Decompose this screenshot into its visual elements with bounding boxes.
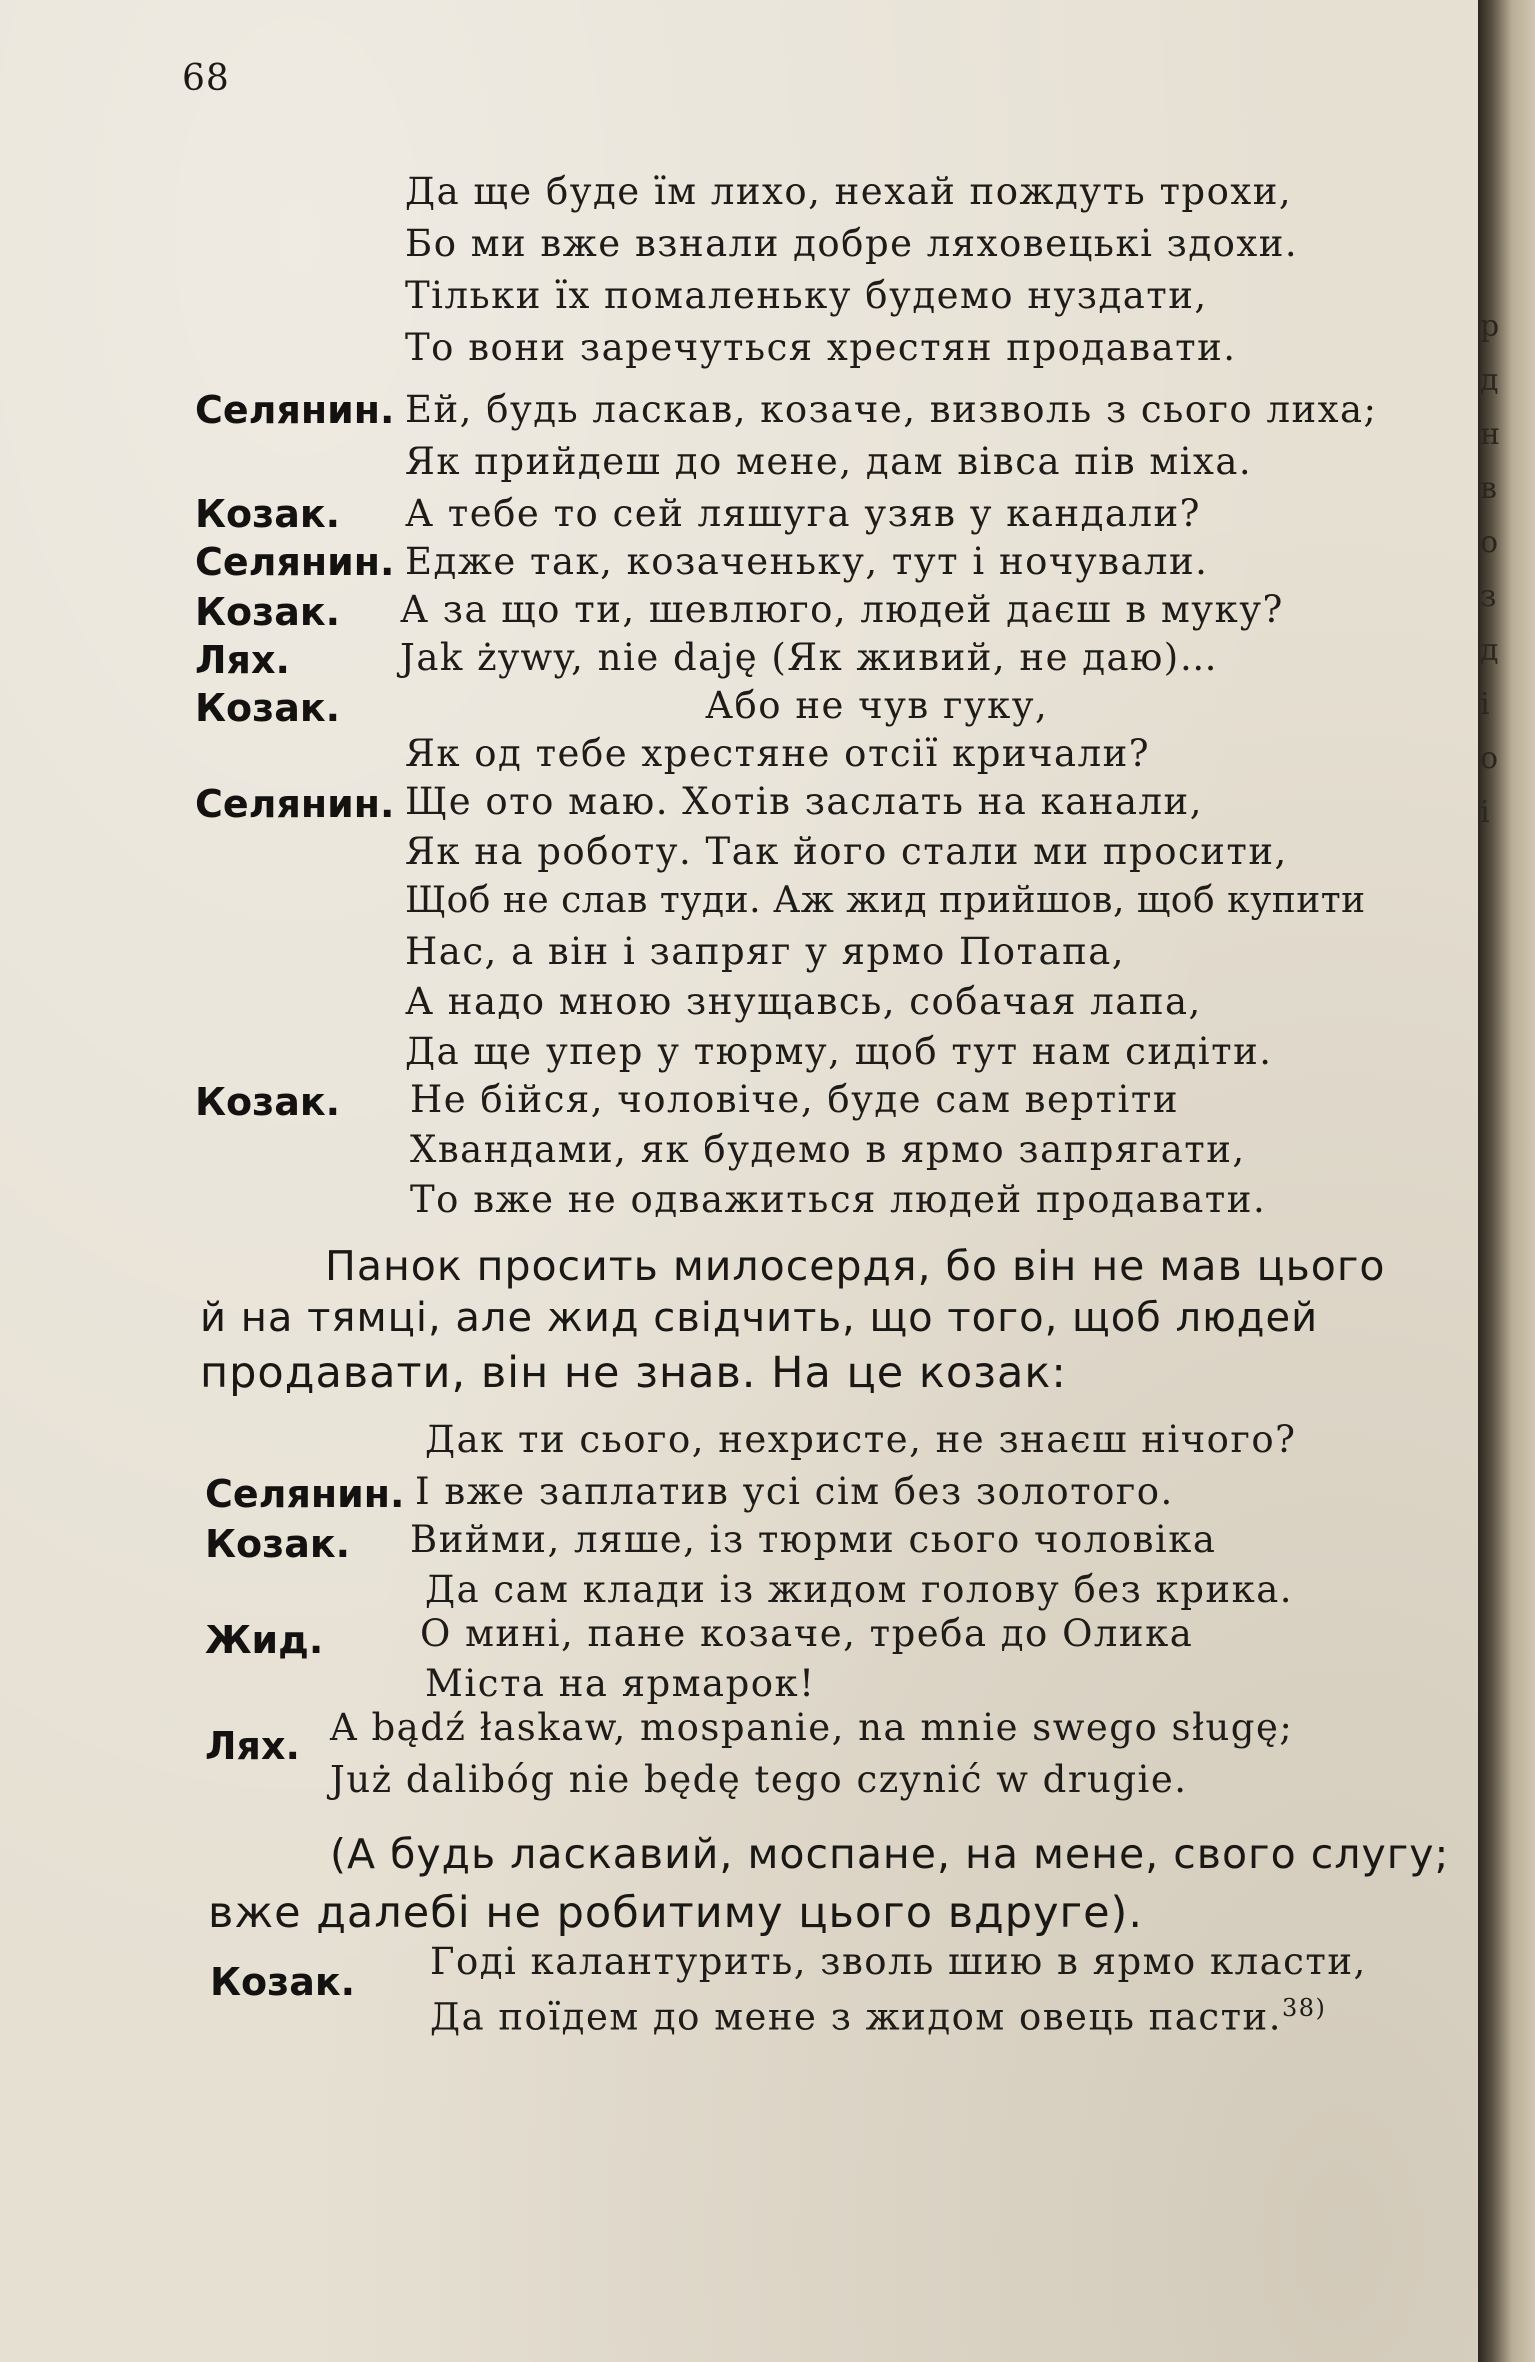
speaker-label: Козак.	[195, 1080, 341, 1124]
speaker-label: Селянин.	[205, 1472, 405, 1516]
speaker-label: Козак.	[210, 1960, 356, 2004]
verse-line: І вже заплатив усі сім без золотого.	[415, 1470, 1174, 1513]
prose-line: й на тямці, але жид свідчить, що того, щоб людей	[200, 1295, 1319, 1341]
verse-line: Міста на ярмарок!	[425, 1662, 816, 1705]
speaker-label: Селянин.	[195, 540, 395, 584]
verse-line: Тільки їх помаленьку будемо нуздати,	[405, 274, 1208, 317]
speaker-label: Козак.	[195, 686, 341, 730]
verse-line: Щоб не слав туди. Аж жид прийшов, щоб купити	[405, 880, 1366, 921]
prose-line: Панок просить милосердя, бо він не мав цього	[325, 1242, 1386, 1290]
prose-line: (А будь ласкавий, моспане, на мене, свого слугу;	[330, 1830, 1450, 1878]
page-number: 68	[182, 58, 230, 99]
prose-line: вже далебі не робитиму цього вдруге).	[208, 1888, 1144, 1938]
verse-line: Або не чув гуку,	[705, 684, 1049, 727]
verse-line: Да ще упер у тюрму, щоб тут нам сидіти.	[405, 1030, 1273, 1073]
next-page-edge-letters: р д н в о з д і о і	[1480, 309, 1500, 830]
speaker-label: Селянин.	[195, 388, 395, 432]
verse-line: То вже не одважиться людей продавати.	[410, 1178, 1267, 1221]
verse-line: А за що ти, шевлюго, людей даєш в муку?	[400, 588, 1284, 631]
verse-line: То вони заречуться хрестян продавати.	[405, 326, 1237, 369]
verse-line: Хвандами, як будемо в ярмо запрягати,	[410, 1128, 1246, 1171]
verse-line-text: Да поїдем до мене з жидом овець пасти.	[430, 1995, 1282, 2039]
verse-line: Ще ото маю. Хотів заслать на канали,	[405, 780, 1203, 823]
speaker-label: Лях.	[205, 1724, 300, 1768]
verse-line: Да сам клади із жидом голову без крика.	[425, 1568, 1294, 1611]
speaker-label: Козак.	[195, 492, 341, 536]
verse-line: Годі калантурить, зволь шию в ярмо класти,	[430, 1940, 1367, 1983]
speaker-label: Козак.	[205, 1522, 351, 1566]
verse-line: А тебе то сей ляшуга узяв у кандали?	[405, 492, 1201, 535]
verse-line: Едже так, козаченьку, тут і ночували.	[405, 540, 1209, 583]
speaker-label: Лях.	[195, 638, 290, 682]
verse-line	[430, 1994, 1326, 2038]
prose-line: продавати, він не знав. На це козак:	[200, 1348, 1067, 1398]
verse-line: Бо ми вже взнали добре ляховецькі здохи.	[405, 222, 1299, 265]
verse-line: Вийми, ляше, із тюрми сього чоловіка	[410, 1518, 1217, 1561]
verse-line: Jak żywy, nie daję (Як живий, не даю)…	[400, 636, 1219, 679]
verse-line: Ей, будь ласкав, козаче, визволь з сього лиха;	[405, 388, 1378, 431]
verse-line: Дак ти сього, нехристе, не знаєш нічого?	[425, 1418, 1297, 1461]
verse-line: А надо мною знущавсь, собачая лапа,	[405, 980, 1202, 1023]
verse-line: Як од тебе хрестяне отсії кричали?	[405, 732, 1151, 775]
footnote-marker: 38)	[1281, 1994, 1327, 2022]
verse-line: Нас, а він і запряг у ярмо Потапа,	[405, 930, 1126, 973]
speaker-label: Селянин.	[195, 782, 395, 826]
verse-line: Як на роботу. Так його стали ми просити,	[405, 830, 1288, 873]
speaker-label: Козак.	[195, 590, 341, 634]
verse-line: О мині, пане козаче, треба до Олика	[420, 1612, 1194, 1655]
verse-line: Już dalibóg nie będę tego czynić w drugie.	[330, 1758, 1188, 1801]
verse-line: Як прийдеш до мене, дам вівса пів міха.	[405, 440, 1253, 483]
speaker-label: Жид.	[205, 1618, 324, 1662]
verse-line: Да ще буде їм лихо, нехай пождуть трохи,	[405, 170, 1293, 213]
verse-line: Не бійся, чоловіче, буде сам вертіти	[410, 1078, 1179, 1121]
verse-line: A bądź łaskaw, mospanie, na mnie swego sługę;	[330, 1706, 1294, 1749]
